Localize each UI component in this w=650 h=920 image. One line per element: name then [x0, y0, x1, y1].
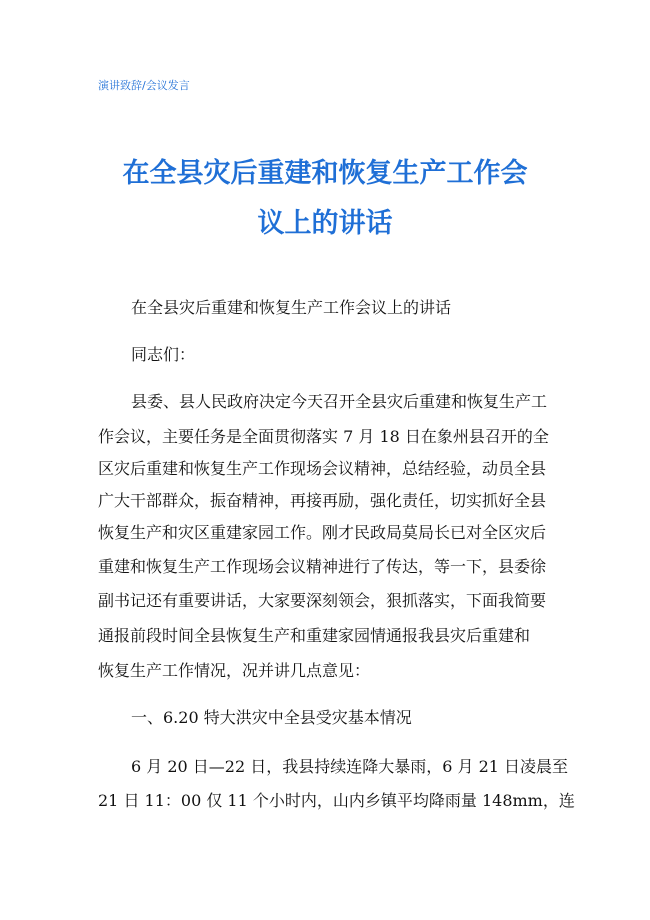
paragraph1-line: 区灾后重建和恢复生产工作现场会议精神，总结经验，动员全县 — [98, 459, 547, 478]
paragraph1-line: 通报前段时间全县恢复生产和重建家园情通报我县灾后重建和 — [98, 626, 531, 645]
document-category-breadcrumb[interactable]: 演讲致辞/会议发言 — [98, 79, 190, 92]
paragraph2-line: 21 日 11：00 仅 11 个小时内，山内乡镇平均降雨量 148mm，连 — [98, 791, 575, 810]
salutation: 同志们： — [131, 345, 196, 364]
section1-heading: 一、6.20 特大洪灾中全县受灾基本情况 — [131, 708, 412, 727]
paragraph2-line: 6 月 20 日—22 日，我县持续连降大暴雨，6 月 21 日凌晨至 — [131, 757, 569, 776]
paragraph1-line: 副书记还有重要讲话，大家要深刻领会，狠抓落实，下面我简要 — [98, 591, 547, 610]
paragraph1-line: 作会议，主要任务是全面贯彻落实 7 月 18 日在象州县召开的全 — [98, 427, 549, 446]
paragraph1-line: 恢复生产和灾区重建家园工作。刚才民政局莫局长已对全区灾后 — [98, 523, 547, 542]
paragraph1-line: 广大干部群众，振奋精神，再接再励，强化责任，切实抓好全县 — [98, 491, 547, 510]
document-title-line-1: 在全县灾后重建和恢复生产工作会 — [122, 158, 528, 189]
document-title-line-2: 议上的讲话 — [257, 208, 393, 239]
paragraph1-line: 重建和恢复生产工作现场会议精神进行了传达，等一下，县委徐 — [98, 557, 547, 576]
document-subtitle: 在全县灾后重建和恢复生产工作会议上的讲话 — [131, 298, 452, 317]
paragraph1-line: 恢复生产工作情况，况并讲几点意见： — [98, 661, 371, 680]
paragraph1-line: 县委、县人民政府决定今天召开全县灾后重建和恢复生产工 — [131, 392, 548, 411]
